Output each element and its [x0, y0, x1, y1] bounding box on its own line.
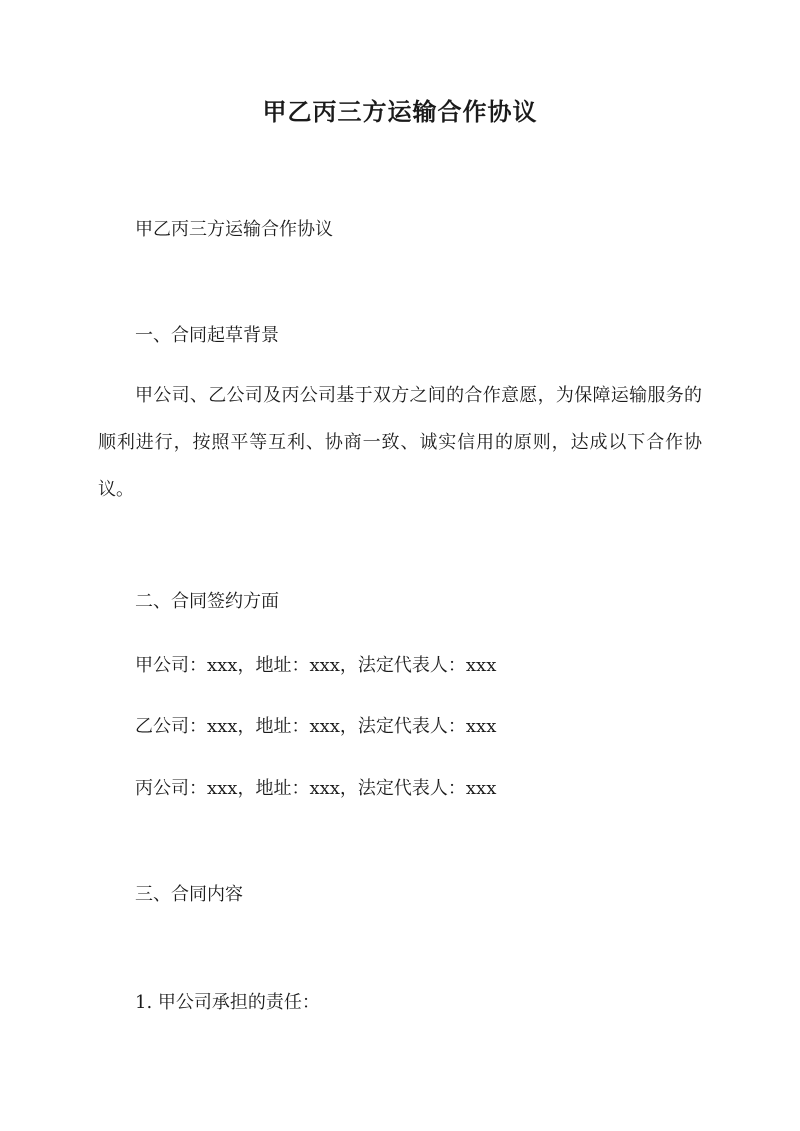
party-line-c: 丙公司：xxx，地址：xxx，法定代表人：xxx [135, 778, 497, 799]
section-heading-content: 三、合同内容 [135, 884, 243, 905]
document-subtitle: 甲乙丙三方运输合作协议 [135, 219, 333, 240]
section-paragraph-background: 甲公司、乙公司及丙公司基于双方之间的合作意愿，为保障运输服务的顺利进行，按照平等互利、协商一致、诚实信用的原则，达成以下合作协议。 [98, 385, 702, 500]
section-heading-background: 一、合同起草背景 [135, 325, 279, 346]
section-heading-parties: 二、合同签约方面 [135, 591, 279, 612]
document-title: 甲乙丙三方运输合作协议 [262, 97, 538, 126]
party-line-b: 乙公司：xxx，地址：xxx，法定代表人：xxx [135, 716, 497, 737]
party-line-a: 甲公司：xxx，地址：xxx，法定代表人：xxx [135, 655, 497, 676]
content-item-1: 1. 甲公司承担的责任： [135, 992, 320, 1013]
